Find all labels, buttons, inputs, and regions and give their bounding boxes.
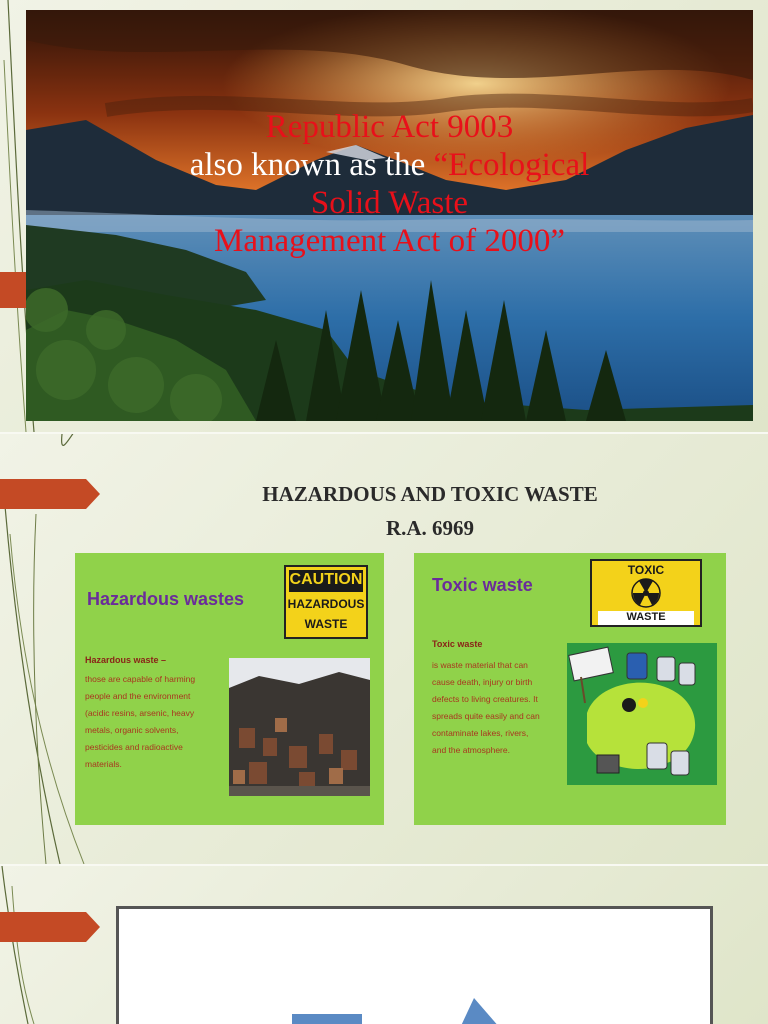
- caution-sign-icon: [284, 565, 368, 639]
- slide-1-tab-marker: [0, 272, 26, 308]
- toxic-waste-card: [414, 553, 726, 825]
- hazardous-card-body: [85, 671, 225, 773]
- body-line: and the atmosphere.: [432, 745, 510, 755]
- title-line-3: Solid Waste: [310, 185, 469, 221]
- body-line: contaminate lakes, rivers,: [432, 728, 529, 738]
- body-line: pesticides and radioactive: [85, 742, 183, 752]
- caution-sign-line-2: HAZARDOUS: [287, 597, 365, 611]
- toxic-card-body: [432, 657, 572, 759]
- slide-2-heading-line-1: HAZARDOUS AND TOXIC WASTE: [262, 482, 598, 506]
- toxic-card-subtitle: Toxic waste: [432, 639, 483, 649]
- hazardous-card-subtitle: Hazardous waste –: [85, 655, 167, 665]
- body-line: those are capable of harming: [85, 674, 196, 684]
- body-line: metals, organic solvents,: [85, 725, 179, 735]
- slide-1-title: [26, 108, 753, 260]
- body-line: (acidic resins, arsenic, heavy: [85, 708, 195, 718]
- slide-2-heading-line-2: R.A. 6969: [385, 516, 475, 540]
- toxic-sign-icon: [590, 559, 702, 627]
- slide-2-tab-marker: [0, 479, 100, 509]
- toxic-sign-line-2: WASTE: [626, 611, 666, 623]
- slide-3-content-frame: [116, 906, 713, 1024]
- title-line-2: [26, 146, 753, 184]
- body-line: spreads quite easily and can: [432, 711, 540, 721]
- slide-3-arrow-icon: [460, 998, 500, 1024]
- waste-barrels-photo: [229, 658, 370, 796]
- caution-sign-line-1: CAUTION: [289, 571, 363, 588]
- toxic-barrels-illustration: [567, 643, 717, 785]
- toxic-sign-line-1: TOXIC: [627, 563, 665, 577]
- slide-1: [0, 0, 768, 432]
- title-line-4: Management Act of 2000”: [214, 223, 565, 259]
- hazardous-card-title: Hazardous wastes: [87, 589, 245, 609]
- radiation-icon: [631, 578, 661, 608]
- decorative-stem: [0, 866, 60, 1024]
- title-line-1: Republic Act 9003: [265, 109, 514, 145]
- slide-3-tab-marker: [0, 912, 100, 942]
- body-line: defects to living creatures. It: [432, 694, 538, 704]
- slide-3-bar-left: [292, 1014, 362, 1024]
- body-line: materials.: [85, 759, 122, 769]
- title-line-2-prefix: also known as the: [189, 147, 434, 183]
- caution-sign-line-3: WASTE: [304, 617, 348, 631]
- body-line: people and the environment: [85, 691, 191, 701]
- hazardous-waste-card: [75, 553, 384, 825]
- body-line: cause death, injury or birth: [432, 677, 533, 687]
- title-line-2-quote: “Ecological: [433, 147, 590, 183]
- toxic-card-title: Toxic waste: [432, 575, 533, 595]
- body-line: is waste material that can: [432, 660, 528, 670]
